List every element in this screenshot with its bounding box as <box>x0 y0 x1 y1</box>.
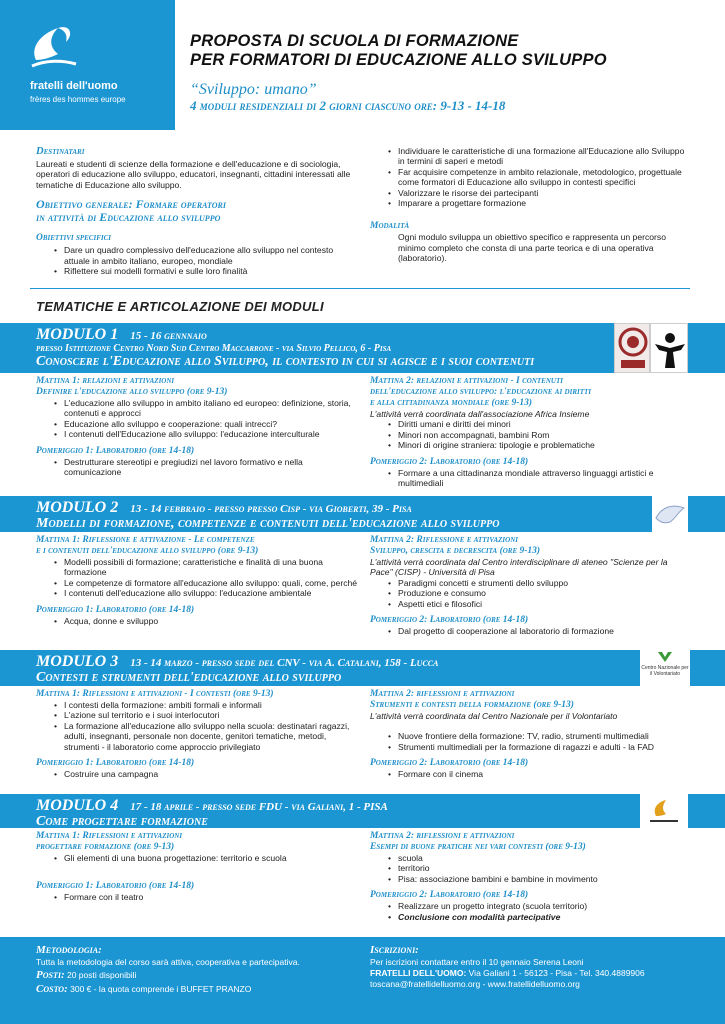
list-item: • Strumenti multimediali per la formazione di ragazzi e adulti - la FAD <box>370 742 690 752</box>
module-3-bar <box>0 650 725 686</box>
module-1-right <box>370 376 690 489</box>
list-item: • Realizzare un progetto integrato (scuola territorio) <box>370 901 690 911</box>
posti-text: 20 posti disponibili <box>64 969 137 980</box>
module-3-title: Contesti e strumenti dell'educazione allo sviluppo <box>36 670 342 685</box>
list-item: • Formare a una cittadinanza mondiale attraverso linguaggi artistici e multimediali <box>370 468 690 489</box>
footer-right <box>370 943 710 990</box>
page-subtitle: “Sviluppo: umano” <box>190 81 317 98</box>
list-item: • Dare un quadro complessivo dell'educazione allo sviluppo nel contesto attuale in ambito italiano, europeo, mondiale <box>36 245 356 266</box>
mattina-1-heading: Mattina 1: Riflessioni e attivazioni - I contesti (ore 9-13) <box>36 689 274 699</box>
mattina-2-list <box>370 853 690 884</box>
module-2-date: 13 - 14 febbraio - presso presso Cisp - via Gioberti, 39 - Pisa <box>130 503 412 515</box>
title-line-1: PROPOSTA DI SCUOLA DI FORMAZIONE <box>190 32 519 50</box>
pomeriggio-1-list <box>36 616 361 626</box>
module-4-title: Come progettare formazione <box>36 814 208 829</box>
pomeriggio-1-list <box>36 457 361 478</box>
list-item: • Riflettere sui modelli formativi e sulle loro finalità <box>36 266 356 276</box>
costo-heading: Costo: <box>36 983 68 996</box>
centro-nord-sud-logo <box>614 323 650 373</box>
list-item: • Valorizzare le risorse dei partecipanti <box>370 188 690 198</box>
divider <box>30 288 690 289</box>
obiettivo-line-1: Obiettivo generale: Formare operatori <box>36 197 227 212</box>
mattina-1-subheading: Definire l'educazione allo sviluppo (ore 9-13) <box>36 386 228 397</box>
pomeriggio-1-heading: Pomeriggio 1: Laboratorio (ore 14-18) <box>36 445 195 456</box>
specifici-list <box>36 245 356 276</box>
list-item: • Minori di origine straniera: tipologie e problematiche <box>370 440 690 450</box>
mattina-2-list <box>370 578 690 609</box>
cnv-logo <box>640 650 690 686</box>
bird-logo-icon <box>28 20 78 70</box>
fratelli-small-logo <box>640 794 688 828</box>
mattina-1-list <box>36 853 361 863</box>
pomeriggio-2-list <box>370 769 690 779</box>
list-item: • L'azione sul territorio e i suoi interlocutori <box>36 710 361 720</box>
footer <box>0 937 725 1024</box>
mattina-1-heading: Mattina 1: Riflessioni e attivazioni <box>36 831 183 841</box>
section-title: TEMATICHE E ARTICOLAZIONE DEI MODULI <box>36 299 324 314</box>
module-1-number: MODULO 1 <box>36 326 119 343</box>
list-item: • L'educazione allo sviluppo in ambito italiano ed europeo: definizione, storia, contenuti e approcci <box>36 398 361 419</box>
list-item: • Imparare a progettare formazione <box>370 198 690 208</box>
pomeriggio-2-heading: Pomeriggio 2: Laboratorio (ore 14-18) <box>370 890 529 901</box>
mattina-1-list <box>36 557 361 599</box>
pomeriggio-2-list <box>370 468 690 489</box>
list-item: • Costruire una campagna <box>36 769 361 779</box>
destinatari-heading: Destinatari <box>36 146 85 157</box>
list-item: • Acqua, donne e sviluppo <box>36 616 361 626</box>
list-item: • Modelli possibili di formazione; caratteristiche e finalità di una buona formazione <box>36 557 361 578</box>
iscrizioni-address: Via Galiani 1 - 56123 - Pisa - Tel. 340.4889906 <box>466 967 645 978</box>
cnv-logo-text: Centro Nazionale per il Volontariato <box>641 665 689 677</box>
iscrizioni-org: FRATELLI DELL'UOMO: <box>370 967 467 978</box>
pomeriggio-1-heading: Pomeriggio 1: Laboratorio (ore 14-18) <box>36 881 195 892</box>
mattina-2-note: L'attività verrà coordinata dal Centro interdisciplinare di ateneo "Scienze per la Pace" (CISP) - Università di Pisa <box>370 556 668 578</box>
mattina-2-heading: Mattina 2: Riflessione e attivazioni <box>370 535 518 545</box>
module-3-number: MODULO 3 <box>36 653 119 670</box>
mattina-2-subheading: Strumenti e contesti della formazione (ore 9-13) <box>370 699 574 710</box>
module-2-left <box>36 535 361 626</box>
pomeriggio-2-list <box>370 626 690 636</box>
list-item: • Nuove frontiere della formazione: TV, radio, strumenti multimediali <box>370 731 690 741</box>
org-name: fratelli dell'uomo <box>30 80 118 92</box>
mattina-2-subheading: dell'educazione allo sviluppo: l'educazione ai diritti <box>370 386 592 397</box>
mattina-2-subheading: Esempi di buone pratiche nei vari contesti (ore 9-13) <box>370 841 586 852</box>
mattina-2-subheading-2: e alla cittadinanza mondiale (ore 9-13) <box>370 397 533 408</box>
mattina-1-subheading: e i contenuti dell'educazione allo sviluppo (ore 9-13) <box>36 545 259 556</box>
metodologia-heading: Metodologia: <box>36 944 102 956</box>
list-item: • Gli elementi di una buona progettazione: territorio e scuola <box>36 853 361 863</box>
destinatari-text: Laureati e studenti di scienze della formazione e dell'educazione e di sociologia, operatori di educazione allo sviluppo, educatori, insegnanti, cittadini interessati alle tematiche di Educazione allo sviluppo. <box>36 158 351 190</box>
list-item: • Individuare le caratteristiche di una formazione all'Educazione allo Sviluppo in termini di saperi e metodi <box>370 146 690 167</box>
pomeriggio-2-list <box>370 901 690 922</box>
module-2-right <box>370 535 690 637</box>
list-item: • Paradigmi concetti e strumenti dello sviluppo <box>370 578 690 588</box>
mattina-1-list <box>36 398 361 440</box>
module-4-left <box>36 831 361 903</box>
list-item: • I contesti della formazione: ambiti formali e informali <box>36 700 361 710</box>
moduli-summary: 4 moduli residenziali di 2 giorni ciascuno ore: 9-13 - 14-18 <box>190 98 506 113</box>
list-item: • Le competenze di formatore all'educazione allo sviluppo: quali, come, perché <box>36 578 361 588</box>
list-item: • I contenuti dell'Educazione allo sviluppo: l'educazione interculturale <box>36 429 361 439</box>
mattina-2-list <box>370 419 690 450</box>
iscrizioni-heading: Iscrizioni: <box>370 944 419 956</box>
module-1-location: presso Istituzione Centro Nord Sud Centro Maccarrone - via Silvio Pellico, 6 - Pisa <box>36 343 392 354</box>
obiettivo-line-2: in attività di Educazione allo sviluppo <box>36 209 221 224</box>
mattina-1-heading: Mattina 1: relazioni e attivazioni <box>36 376 175 386</box>
objectives-list <box>370 146 690 209</box>
mattina-1-list <box>36 700 361 752</box>
costo-text: 300 € - la quota comprende i BUFFET PRANZO <box>67 984 252 995</box>
list-item: • Minori non accompagnati, bambini Rom <box>370 430 690 440</box>
list-item: • Formare con il teatro <box>36 892 361 902</box>
posti-heading: Posti: <box>36 968 65 981</box>
logo-panel <box>0 0 175 130</box>
mattina-2-heading: Mattina 2: relazioni e attivazioni - I contenuti <box>370 376 563 386</box>
specifici-heading: Obiettivi specifici <box>36 233 111 244</box>
module-3-left <box>36 689 361 780</box>
pomeriggio-2-heading: Pomeriggio 2: Laboratorio (ore 14-18) <box>370 758 529 769</box>
list-item: • territorio <box>370 863 690 873</box>
list-item: • Aspetti etici e filosofici <box>370 599 690 609</box>
modalita-heading: Modalità <box>370 220 410 231</box>
title-line-2: PER FORMATORI DI EDUCAZIONE ALLO SVILUPPO <box>190 51 607 70</box>
intro-left <box>36 146 356 276</box>
list-item: • Produzione e consumo <box>370 588 690 598</box>
module-1-title: Conoscere l'Educazione allo Sviluppo, il contesto in cui si agisce e i suoi contenuti <box>36 354 535 369</box>
list-item: • Educazione allo sviluppo e cooperazione: quali intrecci? <box>36 419 361 429</box>
page-title <box>190 32 710 71</box>
mattina-1-subheading: progettare formazione (ore 9-13) <box>36 841 175 852</box>
metodologia-text: Tutta la metodologia del corso sarà attiva, cooperativa e partecipativa. <box>36 957 300 968</box>
mattina-2-note: L'attività verrà coordinata dal Centro Nazionale per il Volontariato <box>370 710 618 721</box>
mattina-2-list <box>370 731 690 752</box>
module-3-right <box>370 689 690 780</box>
footer-left <box>36 943 356 996</box>
module-2-number: MODULO 2 <box>36 499 119 516</box>
pomeriggio-1-heading: Pomeriggio 1: Laboratorio (ore 14-18) <box>36 604 195 615</box>
module-2-title: Modelli di formazione, competenze e contenuti dell'educazione allo sviluppo <box>36 516 500 531</box>
list-item: • Diritti umani e diritti dei minori <box>370 419 690 429</box>
module-4-right <box>370 831 690 922</box>
pomeriggio-1-list <box>36 769 361 779</box>
module-4-bar <box>0 794 725 828</box>
mattina-2-note: L'attività verrà coordinata dall'associazione Africa Insieme <box>370 408 590 419</box>
intro-right <box>370 146 690 264</box>
iscrizioni-web[interactable]: toscana@fratellidelluomo.org - www.fratellidelluomo.org <box>370 978 580 989</box>
pomeriggio-2-heading: Pomeriggio 2: Laboratorio (ore 14-18) <box>370 456 529 467</box>
list-item: • I contenuti dell'educazione allo sviluppo: l'educazione ambientale <box>36 588 361 598</box>
module-2-bar <box>0 496 725 532</box>
modalita-text: Ogni modulo sviluppa un obiettivo specifico e rappresenta un percorso minimo completo che consta di una parte teorica e di una operativa (laboratorio). <box>398 232 666 264</box>
module-1-date: 15 - 16 gennnaio <box>130 330 207 342</box>
mattina-2-subheading: Sviluppo, crescita e decrescita (ore 9-13) <box>370 545 541 556</box>
module-1-left <box>36 376 361 478</box>
africa-insieme-logo <box>650 323 688 373</box>
pomeriggio-1-list <box>36 892 361 902</box>
list-item: • La formazione all'educazione allo sviluppo nella scuola: destinatari ragazzi, adulti, insegnanti, personale non docente, genitori tematiche, metodi, strumenti - il laboratorio come approccio privilegiato <box>36 721 361 752</box>
cisp-dove-logo <box>652 496 688 532</box>
list-item: • Pisa: associazione bambini e bambine in movimento <box>370 874 690 884</box>
list-item: • Far acquisire competenze in ambito relazionale, metodologico, progettuale come formatori di Educazione allo sviluppo in contesti specifici <box>370 167 690 188</box>
iscrizioni-text: Per iscrizioni contattare entro il 10 gennaio Serena Leoni <box>370 957 584 968</box>
list-item: • Dal progetto di cooperazione al laboratorio di formazione <box>370 626 690 636</box>
obiettivo-heading <box>36 198 356 223</box>
module-3-date: 13 - 14 marzo - presso sede del CNV - via A. Catalani, 158 - Lucca <box>130 657 439 669</box>
mattina-1-heading: Mattina 1: Riflessione e attivazione - Le competenze <box>36 535 255 545</box>
list-item: • Destrutturare stereotipi e pregiudizi nel lavoro formativo e nella comunicazione <box>36 457 361 478</box>
mattina-2-heading: Mattina 2: riflessioni e attivazioni <box>370 831 515 841</box>
list-item: • Formare con il cinema <box>370 769 690 779</box>
mattina-2-heading: Mattina 2: riflessioni e attivazioni <box>370 689 515 699</box>
list-item: • scuola <box>370 853 690 863</box>
org-subtitle: frères des hommes europe <box>30 95 126 104</box>
pomeriggio-1-heading: Pomeriggio 1: Laboratorio (ore 14-18) <box>36 758 195 769</box>
list-item: • Conclusione con modalità partecipative <box>370 912 690 922</box>
pomeriggio-2-heading: Pomeriggio 2: Laboratorio (ore 14-18) <box>370 615 529 626</box>
module-4-number: MODULO 4 <box>36 797 119 814</box>
module-4-date: 17 - 18 aprile - presso sede FDU - via Galiani, 1 - PISA <box>130 801 388 813</box>
